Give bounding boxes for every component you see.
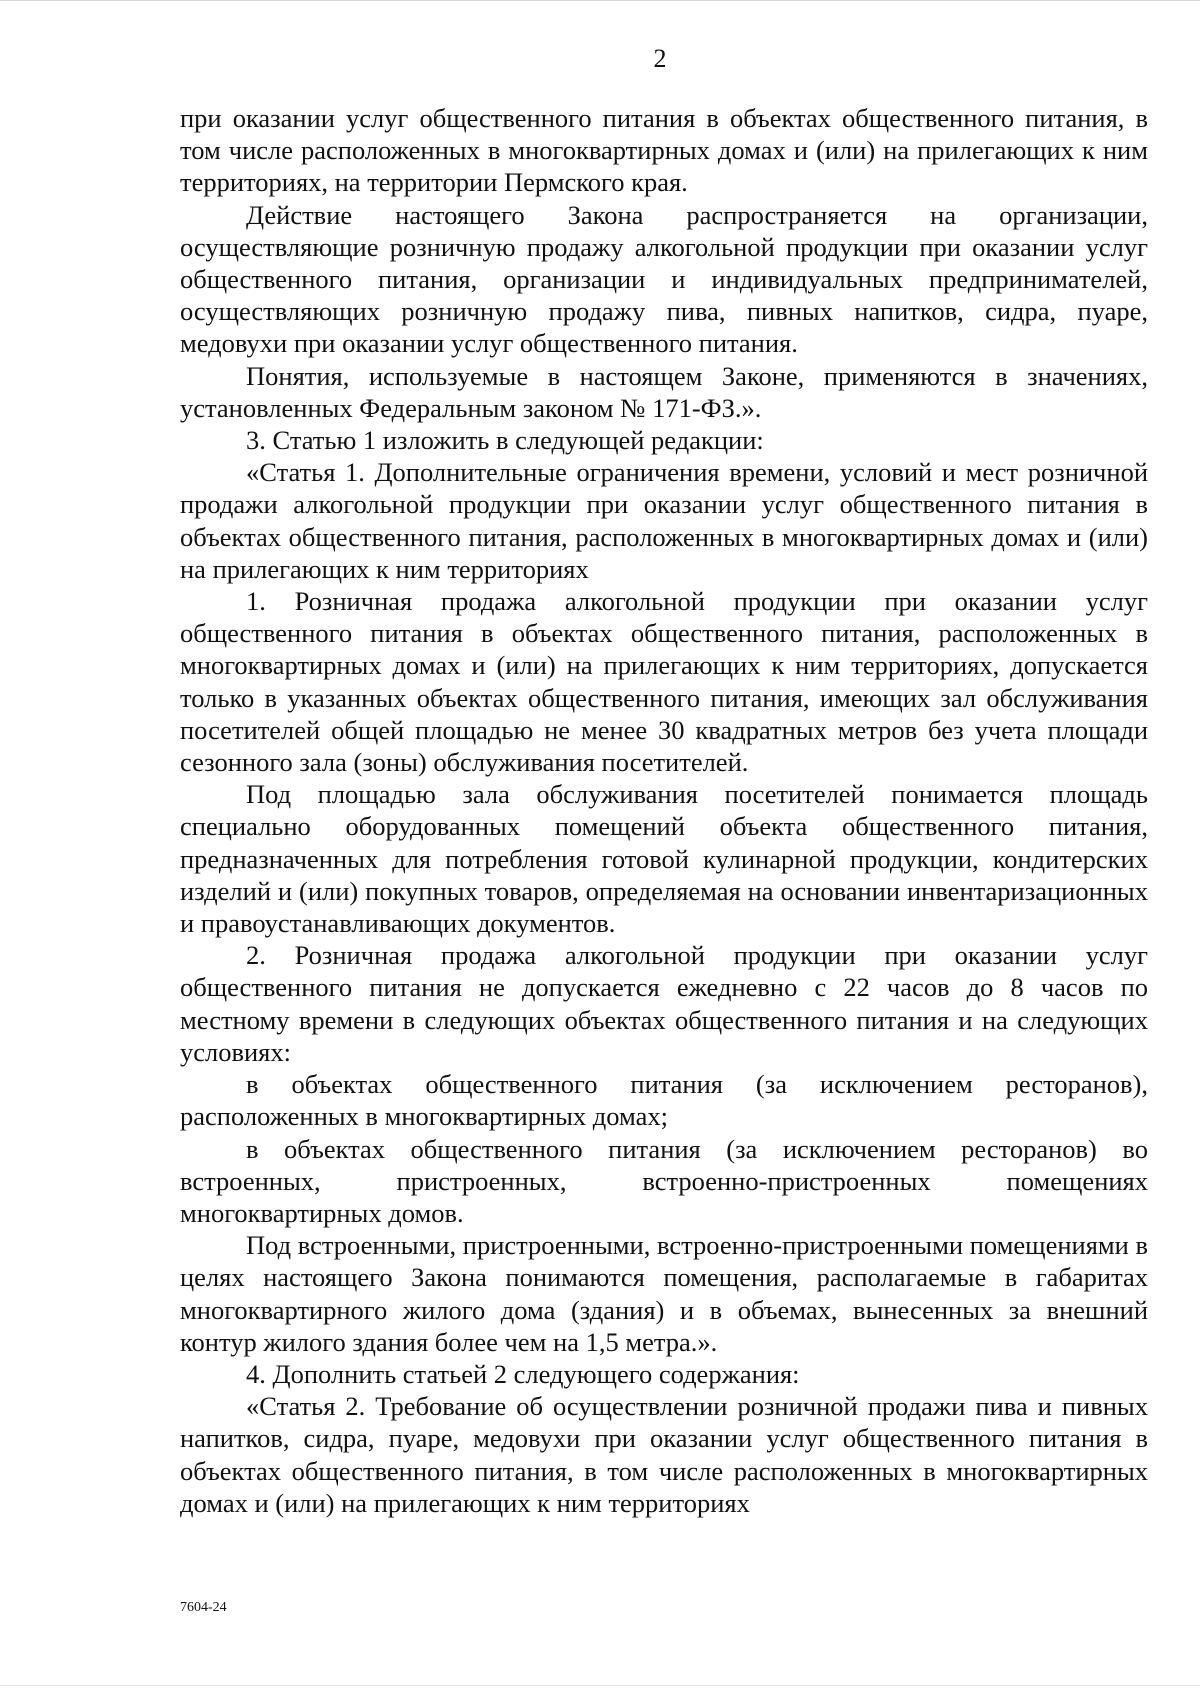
page-number: 2	[653, 44, 667, 73]
scan-edge-bottom	[0, 1685, 1200, 1686]
paragraph-definitions: Понятия, используемые в настоящем Законе, применяются в значениях, установленных Федеральным законом № 171-ФЗ.».	[180, 360, 1148, 423]
paragraph-article-1-title: «Статья 1. Дополнительные ограничения времени, условий и мест розничной продажи алкогольной продукции при оказании услуг общественного питания в объектах общественного питания, расположенных в многоквартирных домах и (или) на прилегающих к ним территориях	[180, 457, 1148, 584]
paragraph-hall-area-definition: Под площадью зала обслуживания посетителей понимается площадь специально оборудованных помещений объекта общественного питания, предназначенных для потребления готовой кулинарной продукции, кондитерских изделий и (или) покупных товаров, определяемая на основании инвентаризационных и правоустанавливающих документов.	[180, 779, 1148, 939]
paragraph-condition-apartment-buildings: в объектах общественного питания (за исключением ресторанов), расположенных в многоквартирных домах;	[180, 1069, 1148, 1132]
scan-edge-top	[0, 0, 1200, 1]
paragraph-article-2-title: «Статья 2. Требование об осуществлении розничной продажи пива и пивных напитков, сидра, пуаре, медовухи при оказании услуг общественного питания в объектах общественного питания, в том числе расположенных в многоквартирных домах и (или) на прилегающих к ним территориях	[180, 1391, 1148, 1518]
paragraph-condition-built-in-premises: в объектах общественного питания (за исключением ресторанов) во встроенных, пристроенных, встроенно-пристроенных помещениях многоквартирных домов.	[180, 1133, 1148, 1228]
document-body	[180, 102, 1148, 1519]
paragraph-article-1-item-2: 2. Розничная продажа алкогольной продукции при оказании услуг общественного питания не допускается ежедневно с 22 часов до 8 часов по местному времени в следующих объектах общественного питания и на следующих условиях:	[180, 940, 1148, 1067]
paragraph-amendment-3: 3. Статью 1 изложить в следующей редакции:	[246, 425, 764, 456]
paragraph-built-in-definition: Под встроенными, пристроенными, встроенно-пристроенными помещениями в целях настоящего Закона понимаются помещения, располагаемые в габаритах многоквартирного жилого дома (здания) и в объемах, вынесенных за внешний контур жилого здания более чем на 1,5 метра.».	[180, 1230, 1148, 1357]
paragraph-scope: Действие настоящего Закона распространяется на организации, осуществляющие розничную продажу алкогольной продукции при оказании услуг общественного питания, организации и индивидуальных предпринимателей, осуществляющих розничную продажу пива, пивных напитков, сидра, пуаре, медовухи при оказании услуг общественного питания.	[180, 199, 1148, 359]
paragraph-continuation: при оказании услуг общественного питания в объектах общественного питания, в том числе расположенных в многоквартирных домах и (или) на прилегающих к ним территориях, на территории Пермского края.	[180, 103, 1148, 198]
paragraph-article-1-item-1: 1. Розничная продажа алкогольной продукции при оказании услуг общественного питания в объектах общественного питания, расположенных в многоквартирных домах и (или) на прилегающих к ним территориях, допускается только в указанных объектах общественного питания, имеющих зал обслуживания посетителей общей площадью не менее 30 квадратных метров без учета площади сезонного зала (зоны) обслуживания посетителей.	[180, 586, 1148, 778]
paragraph-amendment-4: 4. Дополнить статьей 2 следующего содержания:	[246, 1358, 800, 1389]
document-code: 7604-24	[180, 1600, 227, 1615]
